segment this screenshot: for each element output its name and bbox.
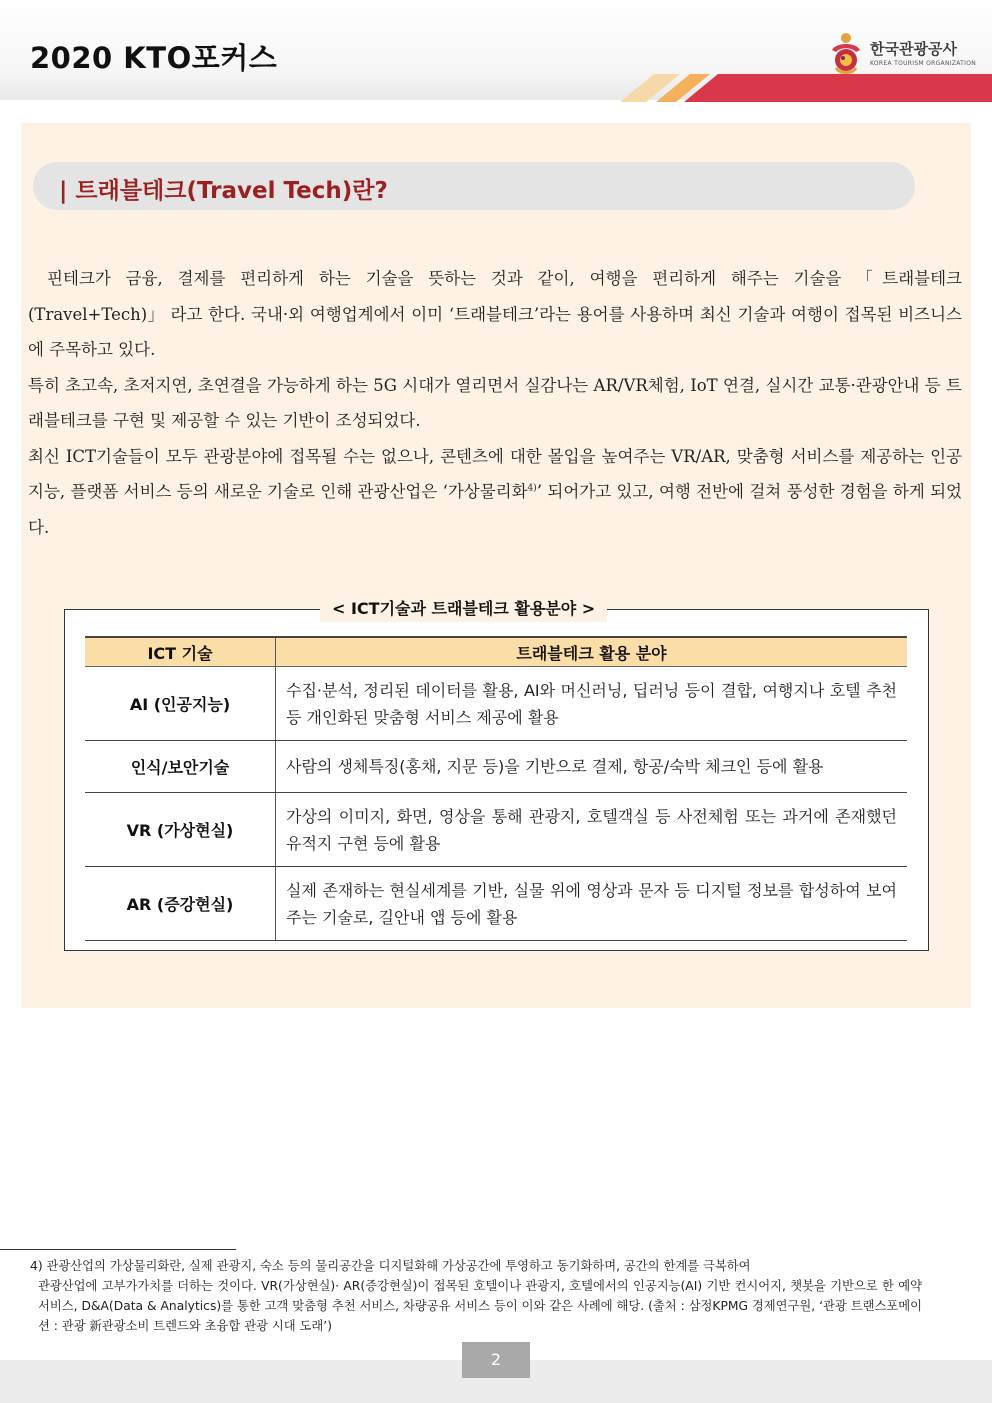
page-number: 2 <box>462 1342 530 1378</box>
footnote <box>30 1256 922 1336</box>
ict-table-box <box>64 599 929 951</box>
table-row <box>85 741 907 793</box>
header-stripes <box>0 74 992 102</box>
paragraph-3 <box>28 439 962 546</box>
table-cell-desc: 실제 존재하는 현실세계를 기반, 실물 위에 영상과 문자 등 디지털 정보를 합성하여 보여주는 기술로, 길안내 앱 등에 활용 <box>276 867 908 941</box>
table-row <box>85 793 907 867</box>
table-cell-desc: 사람의 생체특징(홍채, 지문 등)을 기반으로 결제, 항공/숙박 체크인 등에 활용 <box>276 741 908 793</box>
table-row <box>85 667 907 741</box>
table-caption: < ICT기술과 트래블테크 활용분야 > <box>320 596 607 622</box>
table-row <box>85 867 907 941</box>
kto-logo <box>826 30 976 76</box>
paragraph-1: 핀테크가 금융, 결제를 편리하게 하는 기술을 뜻하는 것과 같이, 여행을 편리하게 해주는 기술을 「트래블테크(Travel+Tech)」 라고 한다. 국내·외 여행업계에서 이미 ‘트래블테크’라는 용어를 사용하며 최신 기술과 여행이 접목된 비즈니스에 주목하고 있다. <box>28 269 962 359</box>
page-header <box>0 0 992 100</box>
table-header-field: 트래블테크 활용 분야 <box>276 637 908 667</box>
table-cell-desc: 가상의 이미지, 화면, 영상을 통해 관광지, 호텔객실 등 사전체험 또는 과거에 존재했던 유적지 구현 등에 활용 <box>276 793 908 867</box>
ict-table <box>85 636 907 941</box>
kto-logo-icon <box>826 30 866 76</box>
table-cell-tech: AI (인공지능) <box>85 667 276 741</box>
table-header-tech: ICT 기술 <box>85 637 276 667</box>
table-cell-tech: VR (가상현실) <box>85 793 276 867</box>
logo-text: 한국관광공사 <box>870 40 957 58</box>
section-heading-text: | 트래블테크(Travel Tech)란? <box>59 178 388 204</box>
paragraph-2: 특히 초고속, 초저지연, 초연결을 가능하게 하는 5G 시대가 열리면서 실감나는 AR/VR체험, IoT 연결, 실시간 교통·관광안내 등 트래블테크를 구현 및 제공할 수 있는 기반이 조성되었다. <box>28 375 962 430</box>
footnote-divider <box>0 1249 236 1250</box>
content-panel <box>21 123 971 1008</box>
table-header-row <box>85 637 907 667</box>
footnote-line-1: 4) 관광산업의 가상물리화란, 실제 관광지, 숙소 등의 물리공간을 디지털화해 가상공간에 투영하고 동기화하며, 공간의 한계를 극복하여 <box>30 1259 751 1273</box>
header-title: 2020 KTO포커스 <box>30 41 278 75</box>
section-heading <box>33 162 915 210</box>
table-cell-desc: 수집·분석, 정리된 데이터를 활용, AI와 머신러닝, 딥러닝 등이 결합, 여행지나 호텔 추천 등 개인화된 맞춤형 서비스 제공에 활용 <box>276 667 908 741</box>
paragraph-3-text-b: ’ 되어가고 있고, 여행 전반에 걸쳐 풍성한 경험을 하게 되었다. <box>28 482 962 537</box>
body-text <box>28 261 962 545</box>
table-cell-tech: AR (증강현실) <box>85 867 276 941</box>
paragraph-3-text-a: 최신 ICT기술들이 모두 관광분야에 접목될 수는 없으나, 콘텐츠에 대한 몰입을 높여주는 VR/AR, 맞춤형 서비스를 제공하는 인공지능, 플랫폼 서비스 등의 새로운 기술로 인해 관광산업은 ‘가상물리화 <box>28 446 962 501</box>
footnote-ref: 4) <box>527 483 537 494</box>
footnote-continuation: 관광산업에 고부가가치를 더하는 것이다. VR(가상현실)· AR(증강현실)이 접목된 호텔이나 관광지, 호텔에서의 인공지능(AI) 기반 컨시어지, 챗봇을 기반으로 한 예약 서비스, D&A(Data & Analytics)를 통한 고객 맞춤형 추천 서비스, 차량공유 서비스 등이 이와 같은 사례에 해당. (출처 : 삼정KPMG 경제연구원, ‘관광 트랜스포메이션 : 관광 新관광소비 트렌드와 초융합 관광 시대 도래’) <box>38 1279 922 1333</box>
logo-subtext: KOREA TOURISM ORGANIZATION <box>870 60 977 67</box>
table-cell-tech: 인식/보안기술 <box>85 741 276 793</box>
